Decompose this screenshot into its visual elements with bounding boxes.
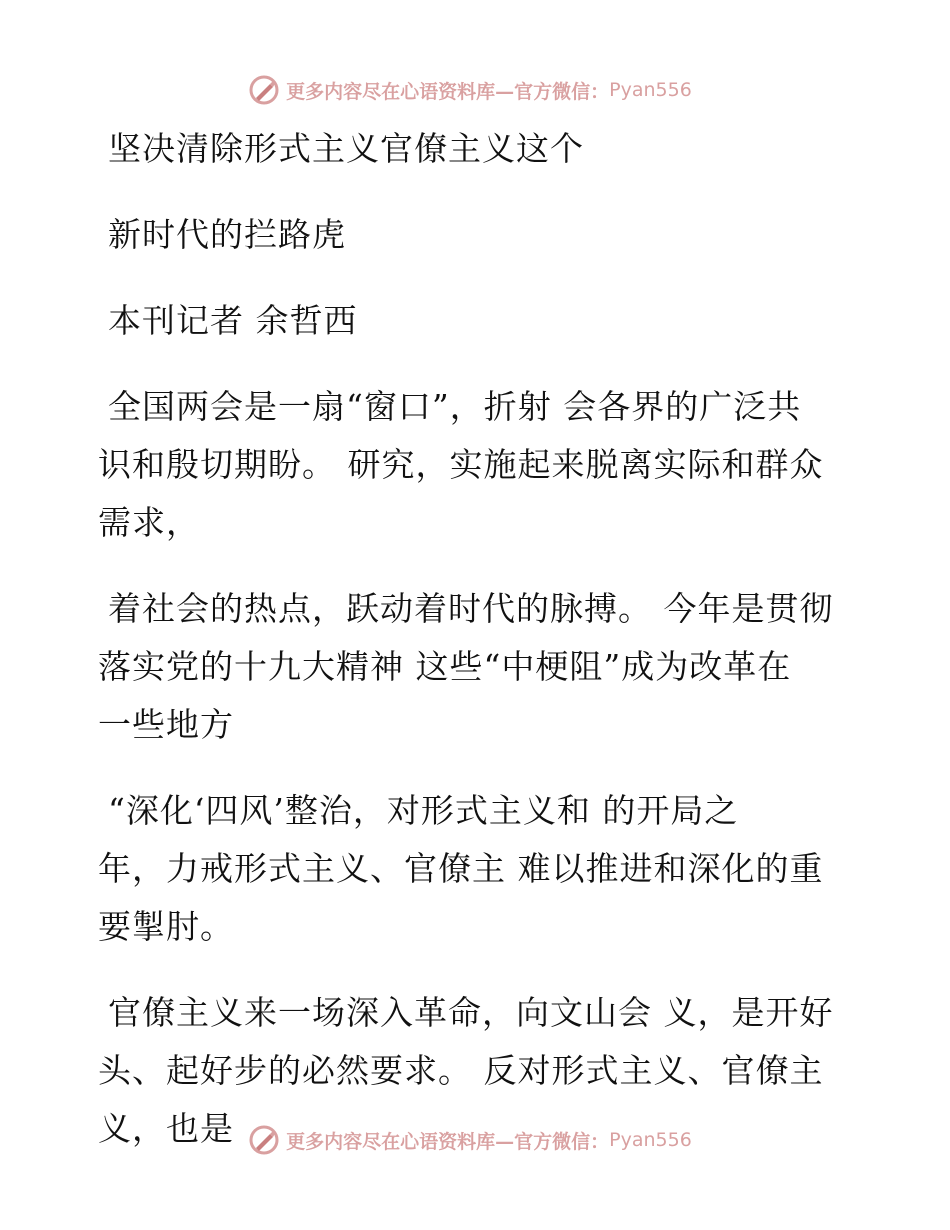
paragraph-line: “深化‘四风’整治，对形式主义和 的开局之: [108, 791, 739, 830]
pen-logo-icon: [248, 74, 280, 106]
paragraph-line: 官僚主义来一场深入革命，向文山会 义，是开好: [108, 993, 834, 1032]
watermark-text: 更多内容尽在心语资料库—官方微信：: [286, 1130, 610, 1153]
paragraph-line: 识和殷切期盼。 研究，实施起来脱离实际和群众: [98, 445, 824, 484]
article-title-line-1: 坚决清除形式主义官僚主义这个: [108, 129, 584, 168]
article-byline: 本刊记者 余哲西: [108, 301, 358, 340]
paragraph-line: 落实党的十九大精神 这些“中梗阻”成为改革在: [98, 647, 792, 686]
header-watermark: [0, 70, 950, 110]
paragraph-line: 着社会的热点，跃动着时代的脉搏。 今年是贯彻: [108, 589, 834, 628]
paragraph-line: 年，力戒形式主义、官僚主 难以推进和深化的重: [98, 849, 824, 888]
watermark-text: 更多内容尽在心语资料库—官方微信：: [286, 80, 610, 103]
article-title-line-2: 新时代的拦路虎: [108, 215, 346, 254]
paragraph-line: 一些地方: [98, 705, 234, 744]
pen-logo-icon: [248, 1124, 280, 1156]
watermark-id: Pyan556: [609, 1129, 692, 1151]
paragraph-line: 要掣肘。: [98, 907, 234, 946]
paragraph-1: [98, 378, 858, 552]
paragraph-2: [98, 580, 858, 754]
footer-watermark: [0, 1120, 950, 1160]
paragraph-3: [98, 782, 858, 956]
document-body: [98, 120, 858, 1158]
paragraph-line: 全国两会是一扇“窗口”，折射 会各界的广泛共: [108, 387, 802, 426]
paragraph-line: 义，也是: [98, 1109, 234, 1148]
watermark-id: Pyan556: [609, 79, 692, 101]
paragraph-line: 需求，: [98, 503, 200, 542]
paragraph-line: 头、起好步的必然要求。 反对形式主义、官僚主: [98, 1051, 824, 1090]
